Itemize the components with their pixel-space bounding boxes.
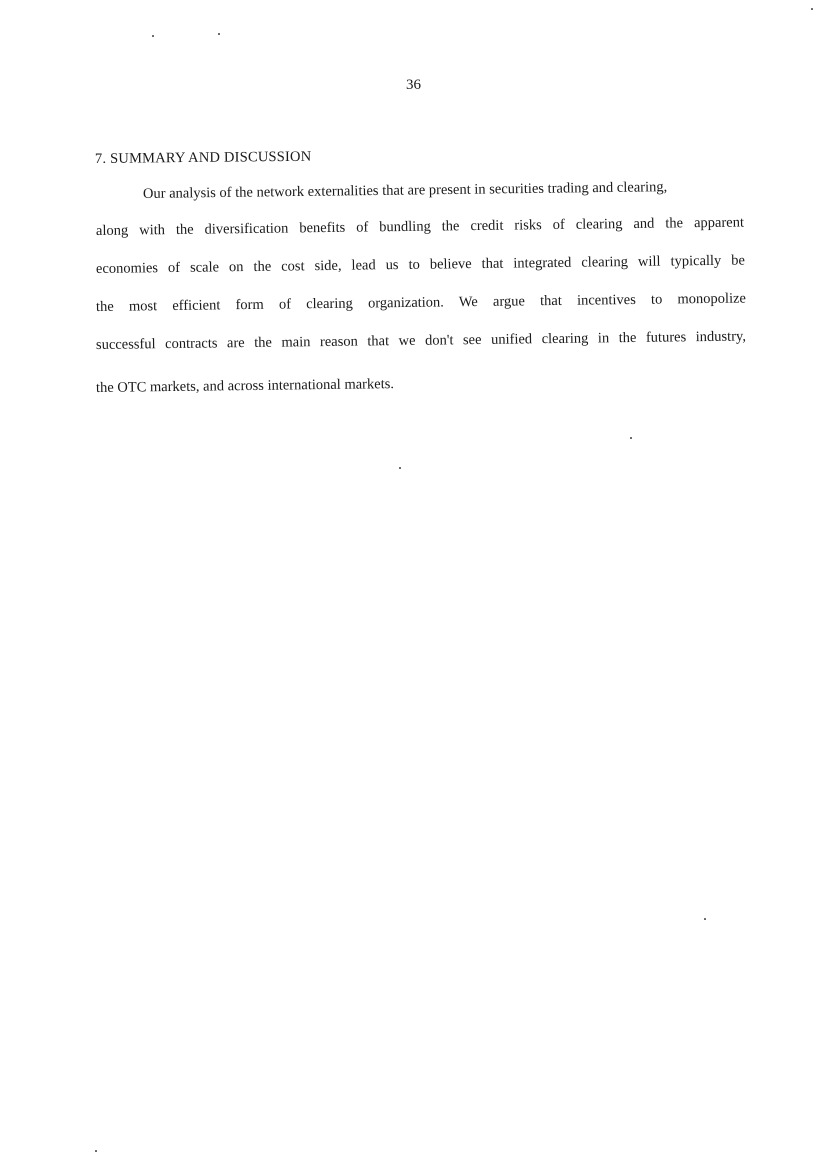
paragraph-line: Our analysis of the network externalities that are present in securities trading and clearing, (142, 179, 668, 202)
scan-speck (152, 35, 154, 37)
paragraph-line: successful contracts are the main reason that we don't see unified clearing in the futures industry, (95, 328, 747, 353)
scan-speck (704, 918, 706, 920)
paragraph-line: the OTC markets, and across international markets. (95, 376, 395, 396)
paragraph-line: along with the diversification benefits of bundling the credit risks of clearing and the apparent (95, 214, 745, 239)
section-heading: 7. SUMMARY AND DISCUSSION (94, 148, 312, 167)
paragraph-line: economies of scale on the cost side, lead us to believe that integrated clearing will typically be (95, 252, 746, 277)
scan-speck (630, 437, 632, 439)
scan-speck (218, 33, 220, 35)
page-number: 36 (406, 77, 421, 93)
scan-speck (811, 8, 813, 10)
scan-speck (399, 467, 401, 469)
scan-speck (95, 1150, 97, 1152)
paragraph-line: the most efficient form of clearing organization. We argue that incentives to monopolize (95, 290, 747, 315)
